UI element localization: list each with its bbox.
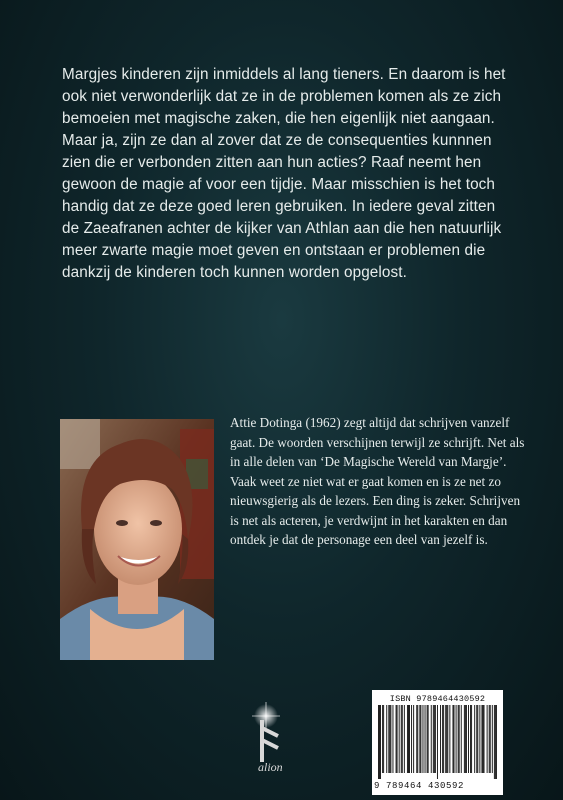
barcode-bar bbox=[458, 705, 459, 773]
barcode-bar bbox=[449, 705, 450, 773]
barcode-bar bbox=[401, 705, 402, 773]
barcode-bar bbox=[468, 705, 469, 773]
barcode-bar bbox=[397, 705, 398, 773]
barcode-bar bbox=[428, 705, 429, 773]
barcode-bar bbox=[443, 705, 444, 773]
author-bio: Attie Dotinga (1962) zegt altijd dat schrijven vanzelf gaat. De woorden verschijnen terwijl ze schrijft. Net als in alle delen van ‘De Magische Wereld van Margje’. Vaak weet ze niet wat er gaat komen en is ze net zo nieuwsgierig als de lezers. Een ding is zeker. Schrijven is net als acteren, je verdwijnt in het karakten en dan ontdek je dat de personage een deel van jezelf is. bbox=[230, 415, 525, 547]
barcode-bar bbox=[417, 705, 418, 773]
barcode-bar bbox=[388, 705, 389, 773]
barcode-bar bbox=[425, 705, 426, 773]
barcode-bar bbox=[383, 705, 384, 773]
barcode-bar bbox=[408, 705, 409, 773]
barcode-bar bbox=[427, 705, 428, 773]
barcode-bar bbox=[464, 705, 465, 773]
barcode-bar bbox=[407, 705, 408, 773]
barcode-bar bbox=[454, 705, 455, 773]
barcode-bar bbox=[446, 705, 447, 773]
barcode-bar bbox=[456, 705, 457, 773]
barcode-bar bbox=[489, 705, 490, 773]
barcode-bar bbox=[431, 705, 432, 773]
barcode-bar bbox=[459, 705, 460, 773]
barcode-bar bbox=[382, 705, 383, 773]
barcode-bar bbox=[433, 705, 434, 773]
barcode-bar bbox=[474, 705, 475, 773]
barcode-bar bbox=[447, 705, 448, 773]
barcode-bar bbox=[435, 705, 436, 773]
barcode-bar bbox=[437, 705, 438, 779]
barcode-bar bbox=[396, 705, 397, 773]
barcode-bar bbox=[453, 705, 454, 773]
barcode-bars bbox=[378, 705, 497, 779]
isbn-label: ISBN 9789464430592 bbox=[389, 694, 486, 704]
barcode-bar bbox=[402, 705, 403, 773]
barcode-bar bbox=[495, 705, 496, 779]
barcode-bar bbox=[490, 705, 491, 773]
barcode-bar bbox=[420, 705, 421, 773]
barcode-bar bbox=[386, 705, 387, 773]
barcode-bar bbox=[466, 705, 467, 773]
barcode-bar bbox=[378, 705, 379, 779]
barcode-bar bbox=[440, 705, 441, 773]
barcode-bar bbox=[470, 705, 471, 773]
barcode-bar bbox=[476, 705, 477, 773]
barcode-bar bbox=[409, 705, 410, 773]
barcode-bar bbox=[477, 705, 478, 773]
isbn-digits: 9 789464 430592 bbox=[374, 781, 465, 791]
isbn-barcode bbox=[372, 690, 503, 795]
barcode-bar bbox=[496, 705, 497, 779]
barcode-bar bbox=[392, 705, 393, 773]
barcode-bar bbox=[399, 705, 400, 773]
barcode-bar bbox=[411, 705, 412, 773]
barcode-bar bbox=[389, 705, 390, 773]
author-photo bbox=[60, 419, 214, 660]
barcode-bar bbox=[445, 705, 446, 773]
barcode-bar bbox=[461, 705, 462, 773]
barcode-bar bbox=[479, 705, 480, 773]
barcode-bar bbox=[423, 705, 424, 773]
barcode-bar bbox=[465, 705, 466, 773]
barcode-bar bbox=[487, 705, 488, 773]
publisher-name: alion bbox=[258, 760, 283, 774]
barcode-bar bbox=[434, 705, 435, 773]
barcode-bar bbox=[484, 705, 485, 773]
barcode-bar bbox=[442, 705, 443, 773]
barcode-bar bbox=[416, 705, 417, 773]
barcode-bar bbox=[390, 705, 391, 773]
barcode-bar bbox=[379, 705, 380, 779]
barcode-bar bbox=[471, 705, 472, 773]
barcode-bar bbox=[380, 705, 381, 779]
back-cover-blurb: Margjes kinderen zijn inmiddels al lang tieners. En daarom is het ook niet verwonderlijk dat ze in de problemen komen als ze zich bemoeien met magische zaken, die hen eigenlijk niet aangaan. Maar ja, zijn ze dan al zover dat ze de consequenties kunnnen zien die er verbonden zitten aan hun acties? Raaf neemt hen gewoon de magie af voor een tijdje. Maar misschien is het toch handig dat ze deze goed leren gebruiken. In iedere geval zitten de Zaeafranen achter de kijker van Athlan aan die hen natuurlijk meer zwarte magie moet geven en ontstaan er problemen die dankzij de kinderen toch kunnen worden opgelost. bbox=[62, 66, 506, 281]
barcode-bar bbox=[413, 705, 414, 773]
barcode-bar bbox=[419, 705, 420, 773]
barcode-bar bbox=[492, 705, 493, 773]
barcode-bar bbox=[494, 705, 495, 779]
barcode-bar bbox=[481, 705, 482, 773]
barcode-bar bbox=[404, 705, 405, 773]
barcode-bar bbox=[483, 705, 484, 773]
